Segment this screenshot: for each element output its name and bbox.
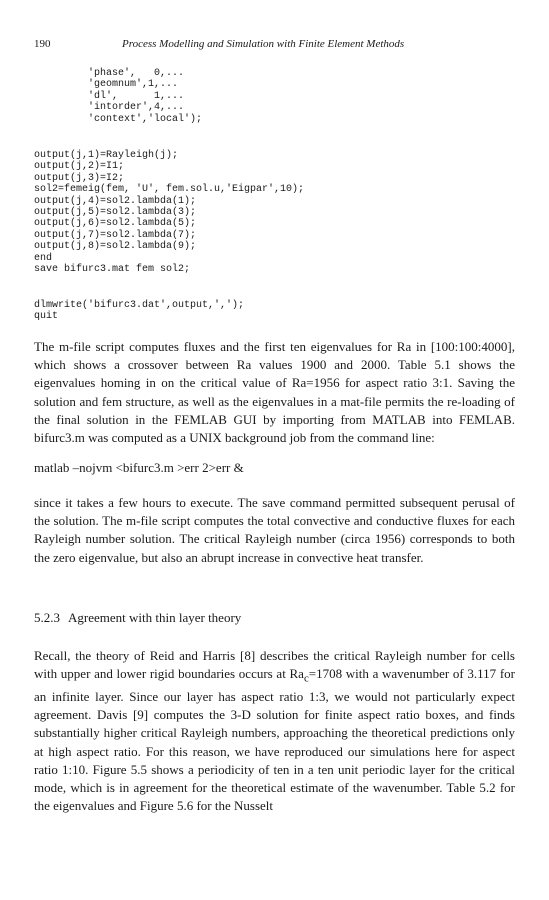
code-line: output(j,4)=sol2.lambda(1);	[34, 195, 197, 207]
section-number: 5.2.3	[34, 610, 60, 625]
code-line: sol2=femeig(fem, 'U', fem.sol.u,'Eigpar',10);	[34, 184, 305, 196]
code-line: output(j,5)=sol2.lambda(3);	[34, 206, 197, 218]
code-line: quit	[34, 311, 59, 323]
code-line: 'dl', 1,...	[34, 90, 185, 102]
code-line: end	[34, 252, 53, 264]
code-line: output(j,3)=I2;	[34, 172, 125, 184]
code-line: output(j,8)=sol2.lambda(9);	[34, 241, 197, 253]
code-line: dlmwrite('bifurc3.dat',output,',');	[34, 300, 245, 311]
code-block-output	[34, 150, 304, 275]
paragraph-text: Recall, the theory of Reid and Harris [8] describes the critical Rayleigh number for cells with upper and lower rigid boundaries occurs at Ra	[34, 648, 515, 682]
running-title: Process Modelling and Simulation with Finite Element Methods	[122, 38, 405, 50]
code-line: 'geomnum',1,...	[34, 79, 179, 91]
paragraph-execution-notes: since it takes a few hours to execute. The save command permitted subsequent perusal of the solution. The m-file script computes the total convective and conductive fluxes for each Rayleigh number solution. The critical Rayleigh number (circa 1956) corresponds to both the zero eigenvalue, but also an abrupt increase in convective heat transfer.	[34, 495, 515, 565]
code-block-parameters	[34, 68, 202, 125]
code-line: output(j,6)=sol2.lambda(5);	[34, 218, 197, 230]
code-line: 'intorder',4,...	[34, 102, 185, 114]
code-line: 'phase', 0,...	[34, 68, 185, 79]
command-line-text: matlab –nojvm <bifurc3.m >err 2>err &	[34, 460, 244, 475]
code-line: save bifurc3.mat fem sol2;	[34, 263, 191, 275]
paragraph-thin-layer-theory	[34, 647, 515, 815]
subscript-c: c	[303, 672, 309, 685]
code-block-write	[34, 300, 244, 323]
paragraph-text: =1708 with a wavenumber of 3.117 for an infinite layer. Since our layer has aspect ratio 1:3, we would not particularly expect agreement. Davis [9] computes the 3-D solution for finite aspect ratio boxes, and finds substantially higher critical Rayleigh numbers, approaching the theoretical predictions only at high aspect ratio. For this reason, we have reproduced our simulations here for aspect ratio 1:10. Figure 5.5 shows a periodicity of ten in a ten unit periodic layer for the critical mode, which is in agreement for the theoretical estimate of the wavenumber. Table 5.2 for the eigenvalues and Figure 5.6 for the Nusselt	[34, 666, 515, 814]
section-title: Agreement with thin layer theory	[68, 610, 242, 625]
page-header	[34, 38, 515, 54]
code-line: output(j,2)=I1;	[34, 161, 125, 173]
code-line: output(j,1)=Rayleigh(j);	[34, 150, 179, 161]
book-page	[34, 0, 515, 900]
code-line: 'context','local');	[34, 113, 203, 125]
page-number: 190	[34, 38, 51, 50]
code-line: output(j,7)=sol2.lambda(7);	[34, 229, 197, 241]
section-heading	[34, 610, 241, 626]
paragraph-script-description: The m-file script computes fluxes and the first ten eigenvalues for Ra in [100:100:4000], which shows a crossover between Ra values 1900 and 2000. Table 5.1 shows the eigenvalues homing in on the critical value of Ra=1956 for aspect ratio 3:1. Saving the solution and fem structure, as well as the eigenvalues in a mat-file permits the re-loading of the final solution in the FEMLAB GUI by importing from MATLAB into FEMLAB. bifurc3.m was computed as a UNIX background job from the command line:	[34, 339, 515, 446]
